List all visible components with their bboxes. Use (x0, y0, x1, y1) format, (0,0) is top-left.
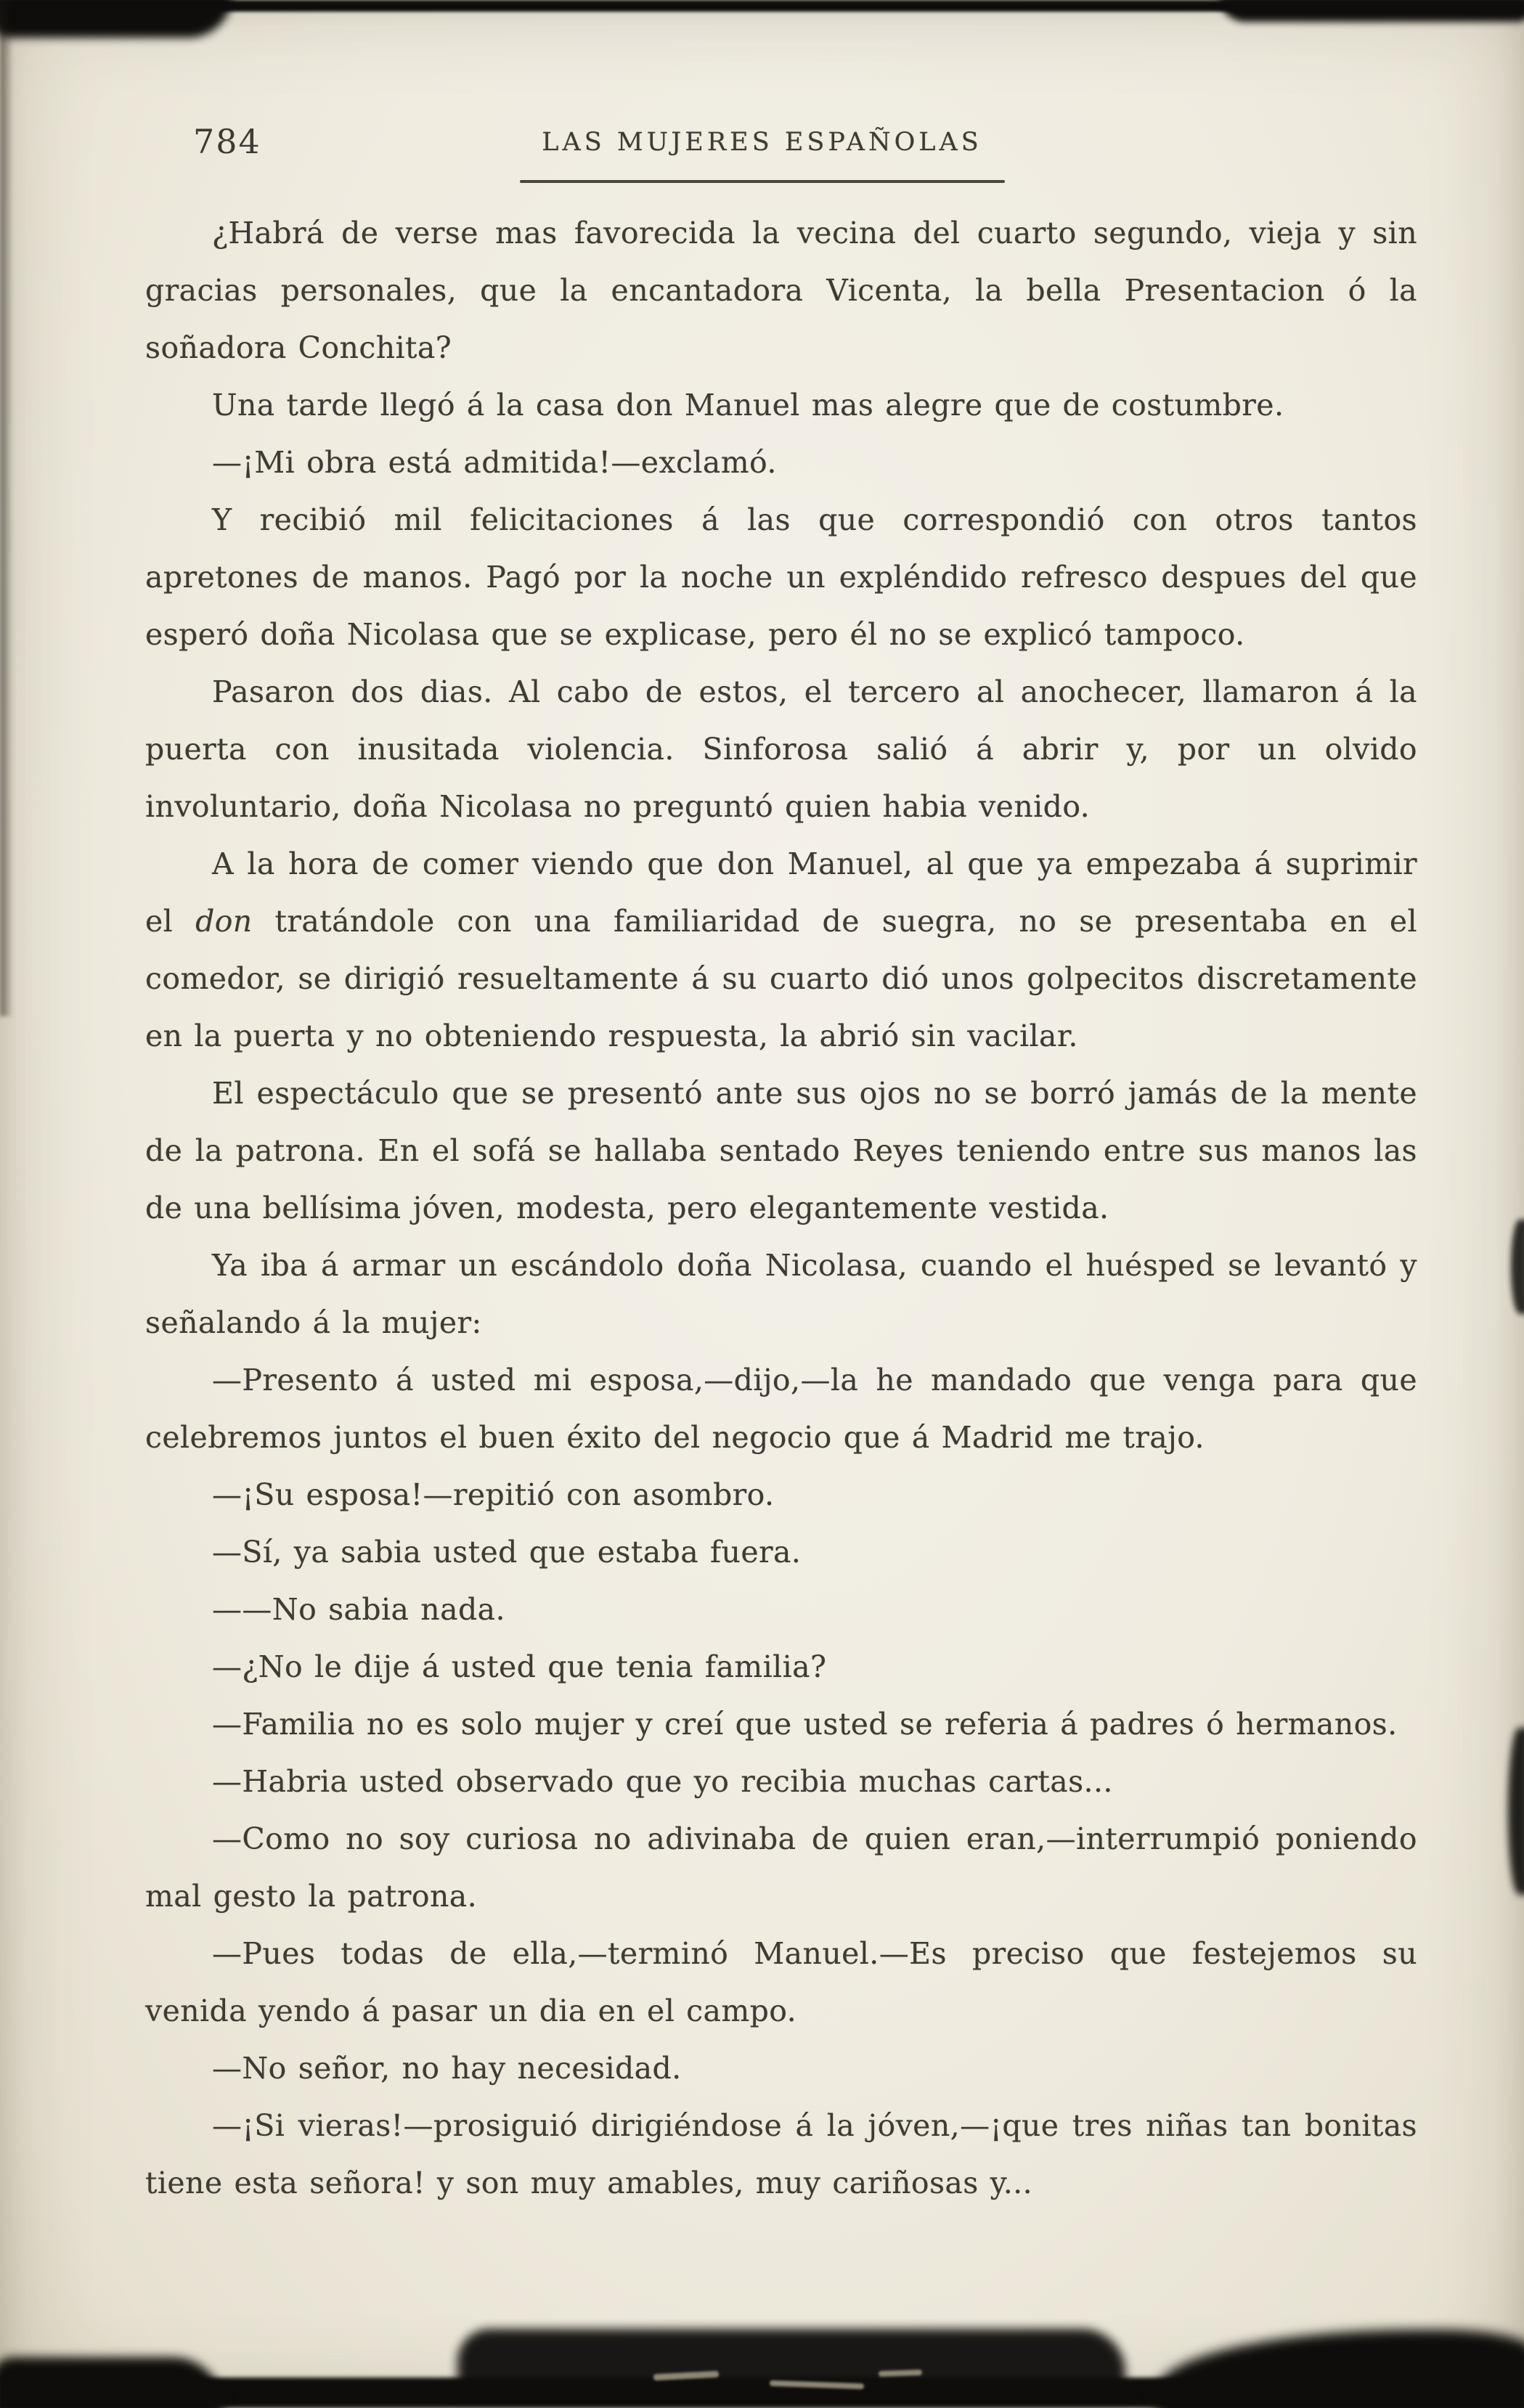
text-segment: —¡Si vieras!—prosiguió dirigiéndose á la jóven,—¡que tres niñas tan bonitas tiene esta señora! y son muy amables, muy cariñosas y... (145, 2108, 1417, 2200)
paragraph (145, 1925, 1417, 2040)
scan-blotch-top-right (1219, 0, 1524, 22)
scan-blotch-right-upper (1511, 1220, 1524, 1314)
text-segment: ——No sabia nada. (212, 1592, 505, 1627)
scan-blotch-top-left (0, 0, 232, 38)
paragraph (145, 434, 1417, 491)
text-segment: —Habria usted observado que yo recibia muchas cartas... (212, 1764, 1113, 1799)
page-number: 784 (193, 122, 261, 161)
text-segment: Y recibió mil felicitaciones á las que correspondió con otros tantos apretones de manos. Pagó por la noche un expléndido refresco despues del que esperó doña Nicolasa que se explicase, pero él no se explicó tampoco. (145, 502, 1417, 652)
text-segment: —¿No le dije á usted que tenia familia? (212, 1649, 827, 1684)
paragraph (145, 1638, 1417, 1696)
header-title: LAS MUJERES ESPAÑOLAS (542, 128, 982, 157)
text-segment: Pasaron dos dias. Al cabo de estos, el tercero al anochecer, llamaron á la puerta con inusitada violencia. Sinforosa salió á abrir y, por un olvido involuntario, doña Nicolasa no preguntó quien habia venido. (145, 674, 1417, 824)
text-segment: —Presento á usted mi esposa,—dijo,—la he mandado que venga para que celebremos juntos el buen éxito del negocio que á Madrid me trajo. (145, 1363, 1417, 1455)
paragraph (145, 1811, 1417, 1925)
italic-word: don (195, 904, 253, 939)
text-segment: tratándole con una familiaridad de suegra, no se presentaba en el comedor, se dirigió resueltamente á su cuarto dió unos golpecitos discretamente en la puerta y no obteniendo respuesta, la abrió sin vacilar. (145, 904, 1418, 1053)
scan-blotch-right-lower (1508, 1728, 1524, 1895)
paragraph (145, 205, 1417, 377)
text-segment: —¡Mi obra está admitida!—exclamó. (212, 445, 777, 480)
paragraph (145, 1466, 1417, 1524)
paragraph (145, 1581, 1417, 1638)
text-block (145, 205, 1417, 2212)
header-rule (520, 180, 1005, 183)
text-segment: —Pues todas de ella,—terminó Manuel.—Es preciso que festejemos su venida yendo á pasar un dia en el campo. (145, 1936, 1417, 2028)
scan-shade-left (0, 0, 13, 1016)
text-segment: —Como no soy curiosa no adivinaba de quien eran,—interrumpió poniendo mal gesto la patrona. (145, 1821, 1417, 1914)
paragraph (145, 1237, 1417, 1352)
text-segment: —Sí, ya sabia usted que estaba fuera. (212, 1535, 802, 1570)
scan-smudge-bottom-center (457, 2329, 1125, 2398)
text-segment: ¿Habrá de verse mas favorecida la vecina del cuarto segundo, vieja y sin gracias personales, que la encantadora Vicenta, la bella Presentacion ó la soñadora Conchita? (145, 216, 1417, 365)
paragraph (145, 1696, 1417, 1753)
text-segment: El espectáculo que se presentó ante sus ojos no se borró jamás de la mente de la patrona. En el sofá se hallaba sentado Reyes teniendo entre sus manos las de una bellísima jóven, modesta, pero elegantemente vestida. (145, 1076, 1417, 1225)
paragraph (145, 2040, 1417, 2097)
paragraph (145, 1065, 1417, 1237)
paragraph (145, 491, 1417, 664)
text-segment: —No señor, no hay necesidad. (212, 2051, 682, 2086)
paragraph (145, 836, 1417, 1065)
paragraph (145, 1524, 1417, 1581)
paragraph (145, 377, 1417, 434)
paragraph (145, 1753, 1417, 1811)
paragraph (145, 2097, 1417, 2212)
scan-blotch-bottom-left (0, 2357, 224, 2408)
text-segment: Ya iba á armar un escándolo doña Nicolasa, cuando el huésped se levantó y señalando á la mujer: (145, 1248, 1417, 1340)
text-segment: —¡Su esposa!—repitió con asombro. (212, 1477, 775, 1512)
paragraph (145, 1352, 1417, 1466)
text-segment: A la hora de comer viendo que don Manuel, al que ya empezaba á suprimir el (145, 846, 1417, 939)
paragraph (145, 664, 1417, 836)
text-segment: —Familia no es solo mujer y creí que usted se referia á padres ó hermanos. (212, 1707, 1398, 1742)
text-segment: Una tarde llegó á la casa don Manuel mas alegre que de costumbre. (212, 388, 1284, 423)
